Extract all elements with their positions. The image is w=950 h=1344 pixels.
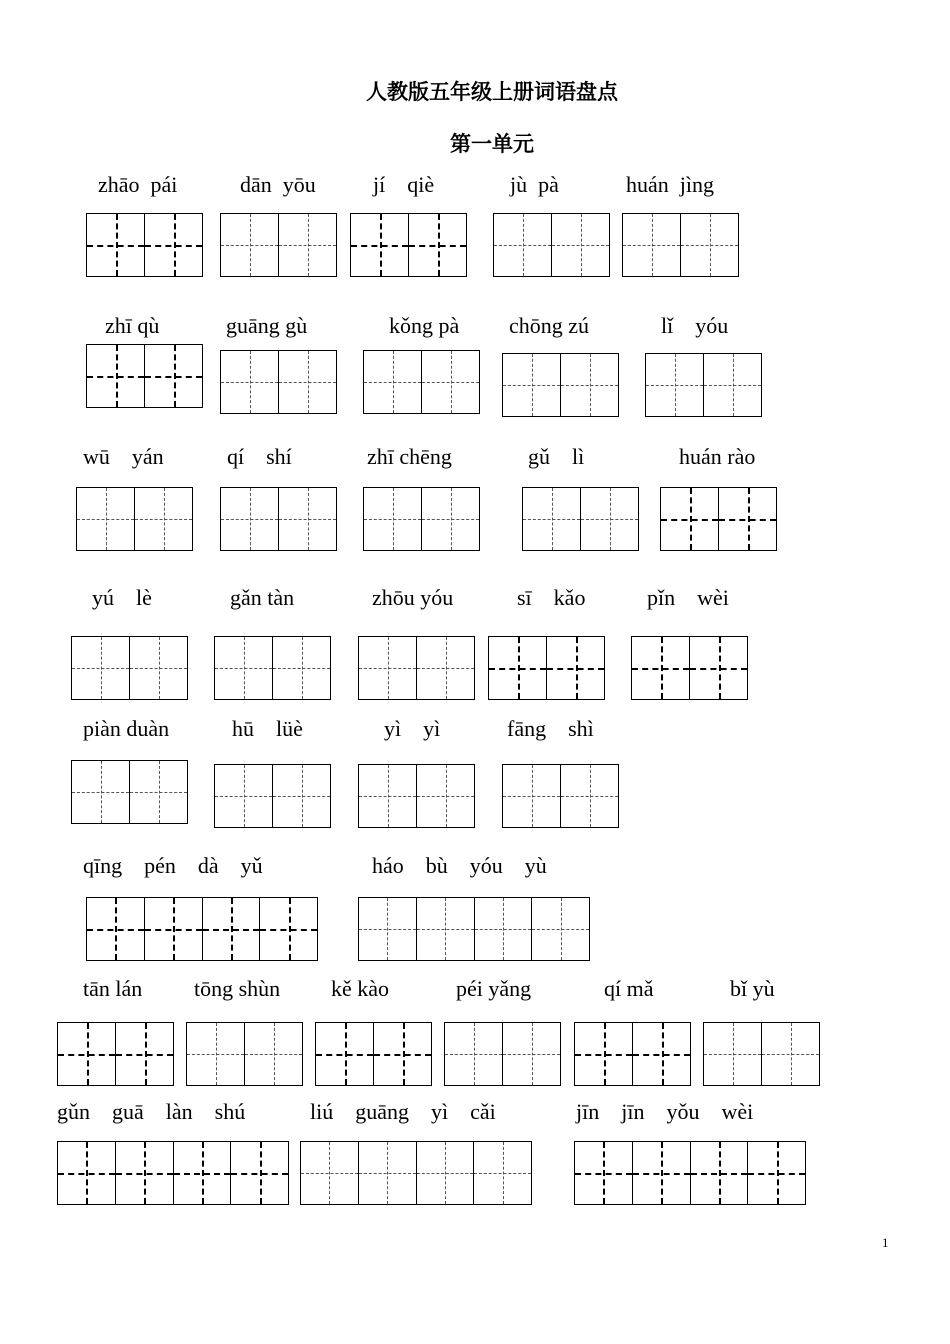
grid-cell[interactable]: [231, 1142, 288, 1204]
grid-cell[interactable]: [532, 898, 589, 960]
pinyin-label: guāng gù: [226, 313, 308, 338]
pinyin-label: qí shí: [227, 444, 292, 469]
grid-cell[interactable]: [762, 1023, 819, 1085]
pinyin-label: háo bù yóu yù: [372, 853, 547, 878]
grid-cell[interactable]: [72, 761, 130, 823]
grid-cell[interactable]: [475, 898, 533, 960]
grid-cell[interactable]: [145, 345, 202, 407]
grid-cell[interactable]: [633, 1142, 691, 1204]
pinyin-label: zhōu yóu: [372, 585, 454, 610]
writing-grid[interactable]: [502, 764, 619, 828]
grid-cell[interactable]: [417, 898, 475, 960]
grid-cell[interactable]: [116, 1023, 173, 1085]
writing-grid[interactable]: [214, 764, 331, 828]
grid-cell[interactable]: [221, 351, 279, 413]
grid-cell[interactable]: [279, 351, 336, 413]
grid-cell[interactable]: [87, 898, 145, 960]
grid-cell[interactable]: [417, 765, 474, 827]
writing-grid[interactable]: [622, 213, 739, 277]
grid-cell[interactable]: [215, 637, 273, 699]
writing-grid[interactable]: [493, 213, 610, 277]
pinyin-label: zhī chēng: [367, 444, 452, 469]
grid-cell[interactable]: [422, 488, 479, 550]
pinyin-label: piàn duàn: [83, 716, 170, 741]
grid-cell[interactable]: [633, 1023, 690, 1085]
grid-cell[interactable]: [523, 488, 581, 550]
grid-cell[interactable]: [72, 637, 130, 699]
grid-cell[interactable]: [632, 637, 690, 699]
grid-cell[interactable]: [494, 214, 552, 276]
grid-cell[interactable]: [273, 765, 330, 827]
writing-grid[interactable]: [444, 1022, 561, 1086]
writing-grid[interactable]: [220, 213, 337, 277]
pinyin-label: chōng zú: [509, 313, 590, 338]
pinyin-label: hū lüè: [232, 716, 303, 741]
grid-cell[interactable]: [417, 1142, 475, 1204]
grid-cell[interactable]: [547, 637, 604, 699]
grid-cell[interactable]: [135, 488, 192, 550]
grid-cell[interactable]: [690, 637, 747, 699]
pinyin-label: qí mǎ: [604, 976, 654, 1001]
pinyin-label: péi yǎng: [456, 976, 532, 1001]
grid-cell[interactable]: [203, 898, 261, 960]
writing-grid[interactable]: [86, 344, 203, 408]
unit-heading: 第一单元: [450, 131, 534, 156]
grid-cell[interactable]: [646, 354, 704, 416]
grid-cell[interactable]: [561, 354, 618, 416]
writing-grid[interactable]: [315, 1022, 432, 1086]
writing-grid[interactable]: [220, 350, 337, 414]
writing-grid[interactable]: [522, 487, 639, 551]
grid-cell[interactable]: [359, 1142, 417, 1204]
writing-grid[interactable]: [57, 1022, 174, 1086]
grid-cell[interactable]: [58, 1142, 116, 1204]
grid-cell[interactable]: [417, 637, 474, 699]
grid-cell[interactable]: [130, 761, 187, 823]
grid-cell[interactable]: [561, 765, 618, 827]
grid-cell[interactable]: [221, 214, 279, 276]
grid-cell[interactable]: [661, 488, 719, 550]
pinyin-label: jí qiè: [373, 172, 435, 197]
writing-grid[interactable]: [363, 350, 480, 414]
writing-grid[interactable]: [703, 1022, 820, 1086]
pinyin-label: liú guāng yì cǎi: [310, 1099, 496, 1124]
grid-cell[interactable]: [575, 1023, 633, 1085]
grid-cell[interactable]: [422, 351, 479, 413]
writing-grid[interactable]: [71, 760, 188, 824]
pinyin-label: bǐ yù: [730, 976, 775, 1001]
grid-cell[interactable]: [279, 488, 336, 550]
writing-grid[interactable]: [574, 1022, 691, 1086]
grid-cell[interactable]: [77, 488, 135, 550]
grid-cell[interactable]: [145, 898, 203, 960]
writing-grid[interactable]: [363, 487, 480, 551]
writing-grid[interactable]: [645, 353, 762, 417]
writing-grid[interactable]: [358, 897, 590, 961]
grid-cell[interactable]: [704, 1023, 762, 1085]
writing-grid[interactable]: [71, 636, 188, 700]
pinyin-label: fāng shì: [507, 716, 594, 741]
grid-cell[interactable]: [316, 1023, 374, 1085]
grid-cell[interactable]: [681, 214, 738, 276]
page-title: 人教版五年级上册词语盘点: [366, 79, 618, 104]
grid-cell[interactable]: [489, 637, 547, 699]
writing-grid[interactable]: [358, 636, 475, 700]
writing-grid[interactable]: [300, 1141, 532, 1205]
writing-grid[interactable]: [214, 636, 331, 700]
grid-cell[interactable]: [409, 214, 466, 276]
pinyin-label: jù pà: [510, 172, 559, 197]
pinyin-label: zhī qù: [105, 313, 160, 338]
pinyin-label: pǐn wèi: [647, 585, 729, 610]
grid-cell[interactable]: [87, 214, 145, 276]
writing-grid[interactable]: [358, 764, 475, 828]
grid-cell[interactable]: [503, 354, 561, 416]
grid-cell[interactable]: [273, 637, 330, 699]
writing-grid[interactable]: [660, 487, 777, 551]
grid-cell[interactable]: [130, 637, 187, 699]
grid-cell[interactable]: [245, 1023, 302, 1085]
grid-cell[interactable]: [623, 214, 681, 276]
grid-cell[interactable]: [581, 488, 638, 550]
pinyin-label: wū yán: [83, 444, 164, 469]
pinyin-label: gǎn tàn: [230, 585, 295, 610]
pinyin-label: dān yōu: [240, 172, 316, 197]
grid-cell[interactable]: [474, 1142, 531, 1204]
writing-grid[interactable]: [502, 353, 619, 417]
writing-grid[interactable]: [86, 213, 203, 277]
writing-grid[interactable]: [186, 1022, 303, 1086]
pinyin-label: huán jìng: [626, 172, 714, 197]
grid-cell[interactable]: [503, 765, 561, 827]
pinyin-label: kǒng pà: [389, 313, 460, 338]
pinyin-label: kě kào: [331, 976, 390, 1001]
pinyin-label: qīng pén dà yǔ: [83, 853, 263, 878]
grid-cell[interactable]: [301, 1142, 359, 1204]
pinyin-label: jīn jīn yǒu wèi: [576, 1099, 754, 1124]
writing-grid[interactable]: [86, 897, 318, 961]
pinyin-label: lǐ yóu: [661, 313, 729, 338]
grid-cell[interactable]: [351, 214, 409, 276]
grid-cell[interactable]: [359, 765, 417, 827]
pinyin-label: gǔ lì: [528, 444, 585, 469]
grid-cell[interactable]: [215, 765, 273, 827]
grid-cell[interactable]: [87, 345, 145, 407]
pinyin-label: tōng shùn: [194, 976, 281, 1001]
pinyin-label: yì yì: [384, 716, 441, 741]
grid-cell[interactable]: [364, 488, 422, 550]
page-number: 1: [882, 1235, 889, 1250]
grid-cell[interactable]: [503, 1023, 560, 1085]
grid-cell[interactable]: [58, 1023, 116, 1085]
grid-cell[interactable]: [575, 1142, 633, 1204]
writing-grid[interactable]: [350, 213, 467, 277]
grid-cell[interactable]: [445, 1023, 503, 1085]
grid-cell[interactable]: [704, 354, 761, 416]
grid-cell[interactable]: [719, 488, 776, 550]
grid-cell[interactable]: [359, 637, 417, 699]
writing-grid[interactable]: [488, 636, 605, 700]
writing-grid[interactable]: [631, 636, 748, 700]
writing-grid[interactable]: [220, 487, 337, 551]
grid-cell[interactable]: [116, 1142, 174, 1204]
writing-grid[interactable]: [57, 1141, 289, 1205]
writing-grid[interactable]: [76, 487, 193, 551]
grid-cell[interactable]: [260, 898, 317, 960]
grid-cell[interactable]: [145, 214, 202, 276]
grid-cell[interactable]: [174, 1142, 232, 1204]
grid-cell[interactable]: [187, 1023, 245, 1085]
pinyin-label: zhāo pái: [98, 172, 178, 197]
pinyin-label: sī kǎo: [517, 585, 586, 610]
grid-cell[interactable]: [552, 214, 609, 276]
pinyin-label: gǔn guā làn shú: [57, 1099, 246, 1124]
grid-cell[interactable]: [359, 898, 417, 960]
grid-cell[interactable]: [221, 488, 279, 550]
grid-cell[interactable]: [279, 214, 336, 276]
grid-cell[interactable]: [691, 1142, 749, 1204]
grid-cell[interactable]: [748, 1142, 805, 1204]
writing-grid[interactable]: [574, 1141, 806, 1205]
pinyin-label: tān lán: [83, 976, 143, 1001]
grid-cell[interactable]: [374, 1023, 431, 1085]
pinyin-label: huán rào: [679, 444, 756, 469]
pinyin-label: yú lè: [92, 585, 152, 610]
grid-cell[interactable]: [364, 351, 422, 413]
